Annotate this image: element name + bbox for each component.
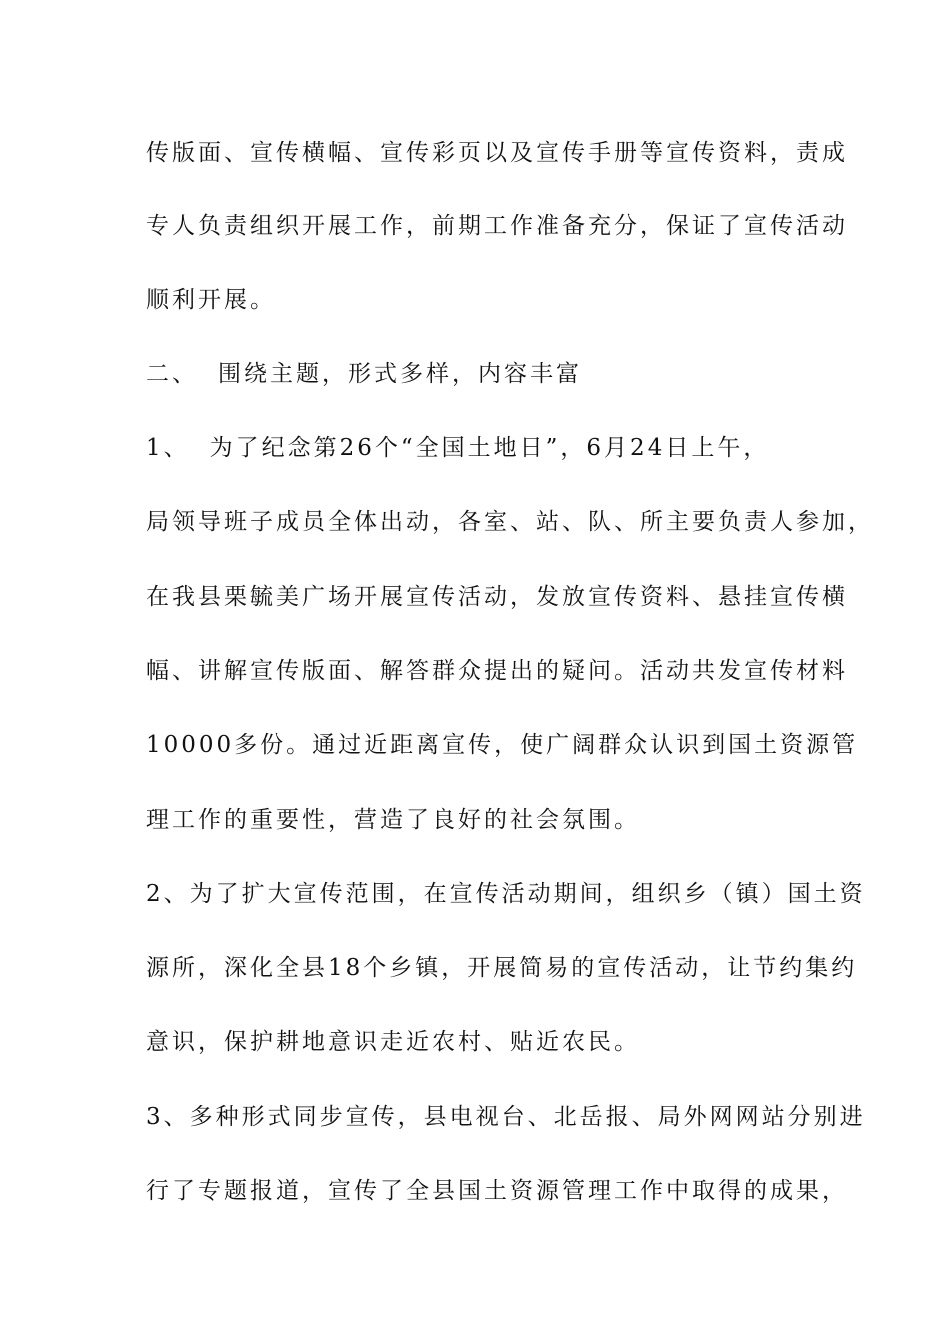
text-line: 幅、讲解宣传版面、解答群众提出的疑问。活动共发宣传材料 (146, 658, 848, 684)
text-line: 3、多种形式同步宣传，县电视台、北岳报、局外网网站分别进 (146, 1104, 866, 1130)
section-heading (146, 354, 846, 394)
text-line: 传版面、宣传横幅、宣传彩页以及宣传手册等宣传资料，责成 (146, 140, 848, 166)
text-line: 顺利开展。 (146, 287, 276, 313)
text-line: 源所，深化全县18个乡镇，开展简易的宣传活动，让节约集约 (146, 955, 858, 981)
text-line: 行了专题报道，宣传了全县国土资源管理工作中取得的成果， (146, 1178, 848, 1204)
item-number: 1、 (146, 435, 190, 461)
item-text: 为了纪念第26个“全国土地日”，6月24日上午， (209, 435, 770, 461)
text-line: 在我县栗毓美广场开展宣传活动，发放宣传资料、悬挂宣传横 (146, 584, 848, 610)
text-line: 意识，保护耕地意识走近农村、贴近农民。 (146, 1029, 640, 1055)
section-title: 围绕主题，形式多样，内容丰富 (218, 361, 582, 387)
text-line: 理工作的重要性，营造了良好的社会氛围。 (146, 807, 640, 833)
text-line: 2、为了扩大宣传范围，在宣传活动期间，组织乡（镇）国土资 (146, 881, 866, 907)
list-item-header (146, 428, 846, 468)
text-line: 10000多份。通过近距离宣传，使广阔群众认识到国土资源管 (146, 732, 859, 758)
text-line: 局领导班子成员全体出动，各室、站、队、所主要负责人参加， (146, 509, 874, 535)
section-number: 二、 (146, 361, 198, 387)
text-line: 专人负责组织开展工作，前期工作准备充分，保证了宣传活动 (146, 213, 848, 239)
